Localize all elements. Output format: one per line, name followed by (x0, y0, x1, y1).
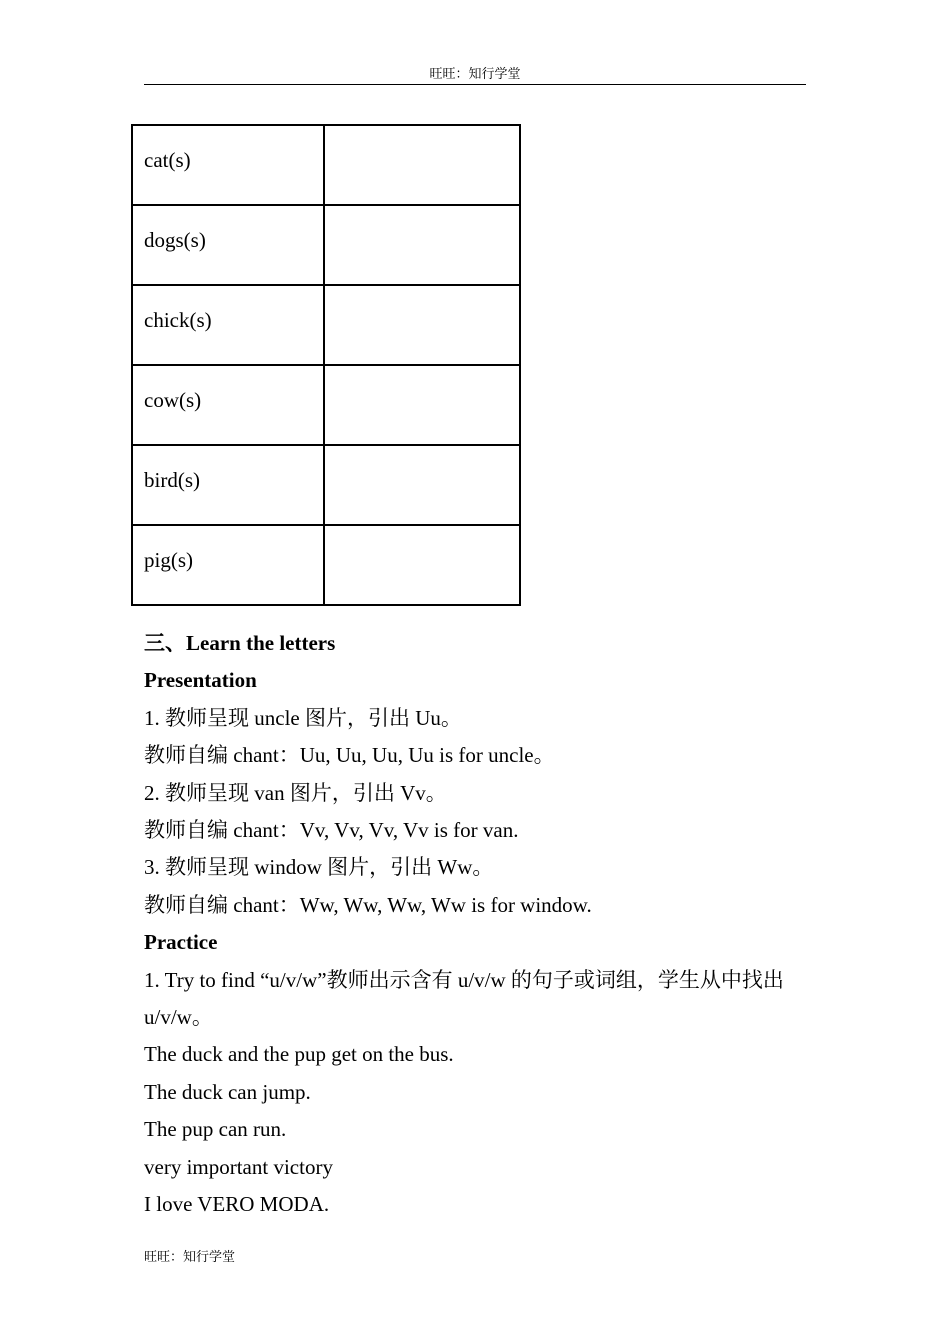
presentation-line: 教师自编 chant：Ww, Ww, Ww, Ww is for window. (144, 892, 592, 917)
table-cell-word: dogs(s) (132, 205, 324, 285)
table-cell-answer (324, 365, 520, 445)
presentation-title: Presentation (144, 668, 257, 693)
practice-line: 1. Try to find “u/v/w”教师出示含有 u/v/w 的句子或词组，学生从中找出 u/v/w。 (144, 967, 784, 1030)
table-cell-answer (324, 125, 520, 205)
presentation-line: 3. 教师呈现 window 图片，引出 Ww。 (144, 855, 494, 880)
table-row (132, 525, 520, 605)
table-row (132, 125, 520, 205)
table-row (132, 205, 520, 285)
presentation-line: 教师自编 chant：Vv, Vv, Vv, Vv is for van. (144, 818, 519, 843)
presentation-line: 教师自编 chant：Uu, Uu, Uu, Uu is for uncle。 (144, 743, 555, 768)
lesson-content (144, 625, 810, 1224)
page-footer: 旺旺：知行学堂 (144, 1249, 236, 1264)
practice-line: The duck and the pup get on the bus. (144, 1042, 454, 1067)
table-cell-word: chick(s) (132, 285, 324, 365)
table-cell-word: cow(s) (132, 365, 324, 445)
section-heading: 三、Learn the letters (144, 631, 336, 655)
table-cell-word: bird(s) (132, 445, 324, 525)
table-row (132, 445, 520, 525)
table-cell-answer (324, 205, 520, 285)
table-cell-word: pig(s) (132, 525, 324, 605)
practice-line: I love VERO MODA. (144, 1192, 330, 1217)
practice-title: Practice (144, 930, 218, 955)
table-cell-answer (324, 525, 520, 605)
page-header: 旺旺：知行学堂 (144, 66, 806, 85)
presentation-line: 2. 教师呈现 van 图片，引出 Vv。 (144, 780, 447, 805)
practice-line: very important victory (144, 1154, 333, 1179)
table-cell-answer (324, 285, 520, 365)
table-cell-answer (324, 445, 520, 525)
table-row (132, 365, 520, 445)
table-row (132, 285, 520, 365)
table-cell-word: cat(s) (132, 125, 324, 205)
presentation-line: 1. 教师呈现 uncle 图片，引出 Uu。 (144, 705, 462, 730)
practice-line: The duck can jump. (144, 1079, 311, 1104)
word-table (131, 124, 521, 606)
practice-line: The pup can run. (144, 1117, 287, 1142)
